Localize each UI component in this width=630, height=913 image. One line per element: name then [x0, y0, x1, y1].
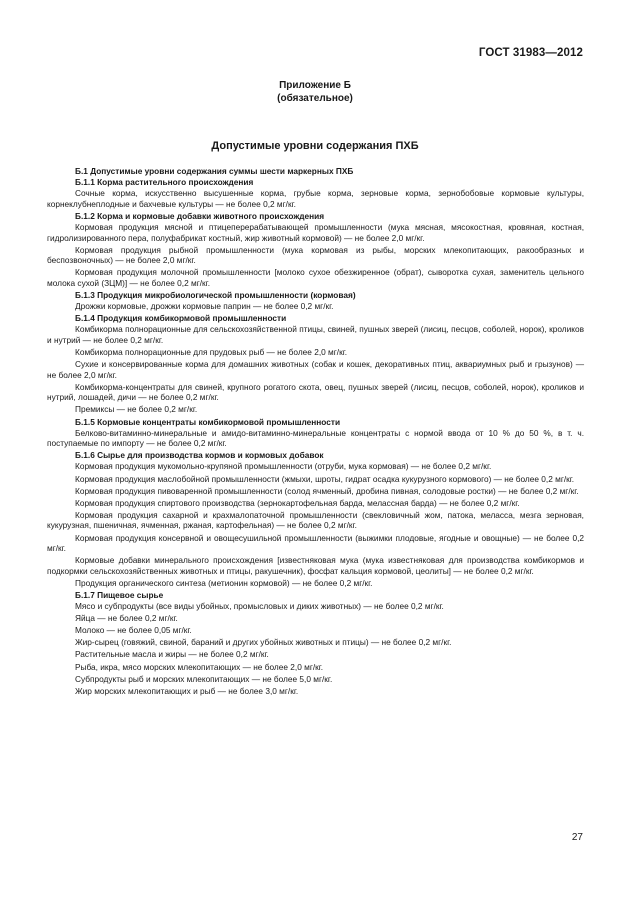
paragraph: Кормовая продукция пивоваренной промышленности (солод ячменный, дробина пивная, солодовые ростки) — не более 0,2 мг/кг.	[75, 485, 579, 496]
paragraph: Премиксы — не более 0,2 мг/кг.	[75, 404, 198, 415]
document-title: Допустимые уровни содержания ПХБ	[211, 140, 419, 152]
paragraph: Кормовая продукция маслобойной промышленности (жмыхи, шроты, гидрат осадка кукурузного кормового) — не более 0,2 мг/кг.	[75, 473, 575, 484]
paragraph: Рыба, икра, мясо морских млекопитающих — не более 2,0 мг/кг.	[75, 661, 324, 672]
annex-title: Приложение Б	[279, 80, 351, 91]
paragraph: Комбикорма-концентраты для свиней, крупного рогатого скота, овец, пушных зверей (лисиц, песцов, соболей, норок), кроликов и нутрий, лошадей, дичи — не более 0,2 мг/кг.	[47, 381, 584, 403]
paragraph: Мясо и субпродукты (все виды убойных, промысловых и диких животных) — не более 0,2 мг/кг.	[75, 601, 444, 612]
paragraph: Кормовая продукция рыбной промышленности (мука кормовая из рыбы, морских млекопитающих, ракообразных и беспозвоночных) — не более 2,0 мг/кг.	[47, 244, 584, 266]
section-heading: Б.1.4 Продукция комбикормовой промышленности	[75, 313, 287, 324]
paragraph: Белково-витаминно-минеральные и амидо-витаминно-минеральные концентраты с нормой ввода от 10 % до 50 %, в т. ч. поступаемые по импорту — не более 0,2 мг/кг.	[47, 427, 584, 449]
section-heading: Б.1.5 Кормовые концентраты комбикормовой промышленности	[75, 416, 341, 427]
paragraph: Кормовые добавки минерального происхождения [известняковая мука (мука известняковая для производства комбикормов и подкормки сельскохозяйственных животных и птицы, ракушечник), фосфат кальция кормовой, цеолиты] — не более 0,2 мг/кг.	[47, 555, 584, 576]
paragraph: Кормовая продукция мясной и птицеперерабатывающей промышленности (мука мясная, мясокостная, кровяная, костная, гидролизированного пера, полуфабрикат костный, жир животный кормовой) — не более 2,0 мг/кг.	[47, 221, 584, 243]
section-heading: Б.1.1 Корма растительного происхождения	[75, 177, 254, 188]
paragraph: Кормовая продукция спиртового производства (зернокартофельная барда, мелассная барда) — не более 0,2 мг/кг.	[75, 497, 520, 508]
paragraph: Жир морских млекопитающих и рыб — не более 3,0 мг/кг.	[75, 685, 299, 696]
section-heading: Б.1.3 Продукция микробиологической промышленности (кормовая)	[75, 290, 356, 301]
document-body	[47, 166, 584, 698]
section-heading: Б.1.2 Корма и кормовые добавки животного происхождения	[75, 210, 325, 221]
standard-number: ГОСТ 31983—2012	[478, 47, 583, 59]
section-heading: Б.1 Допустимые уровни содержания суммы шести маркерных ПХБ	[75, 166, 354, 176]
paragraph: Кормовая продукция мукомольно-крупяной промышленности (отруби, мука кормовая) — не более 0,2 мг/кг.	[75, 461, 492, 472]
annex-status: (обязательное)	[277, 93, 353, 104]
section-heading: Б.1.7 Пищевое сырье	[75, 589, 164, 600]
paragraph: Растительные масла и жиры — не более 0,2 мг/кг.	[75, 649, 269, 660]
paragraph: Субпродукты рыб и морских млекопитающих — не более 5,0 мг/кг.	[75, 673, 333, 684]
section-heading: Б.1.6 Сырье для производства кормов и кормовых добавок	[75, 450, 324, 461]
paragraph: Комбикорма полнорационные для сельскохозяйственной птицы, свиней, пушных зверей (лисиц, песцов, соболей, норок), кроликов и нутрий — не более 0,2 мг/кг.	[47, 324, 584, 345]
paragraph: Кормовая продукция сахарной и крахмалопаточной промышленности (свекловичный жом, патока, меласса, мезга зерновая, кукурузная, пшеничная, ячменная, ржаная, картофельная) — не более 0,2 мг/кг.	[47, 509, 584, 531]
paragraph: Кормовая продукция молочной промышленности [молоко сухое обезжиренное (обрат), сыворотка сухая, заменитель цельного молока сухой (ЗЦМ)] — не более 0,2 мг/кг.	[47, 267, 584, 288]
paragraph: Комбикорма полнорационные для прудовых рыб — не более 2,0 мг/кг.	[75, 347, 348, 357]
paragraph: Жир-сырец (говяжий, свиной, бараний и других убойных животных и птицы) — не более 0,2 мг/кг.	[75, 637, 452, 648]
paragraph: Продукция органического синтеза (метионин кормовой) — не более 0,2 мг/кг.	[75, 577, 373, 588]
paragraph: Сухие и консервированные корма для домашних животных (собак и кошек, декоративных птиц, аквариумных рыб и грызунов) — не более 2,0 мг/кг.	[47, 359, 584, 380]
paragraph: Дрожжи кормовые, дрожжи кормовые паприн — не более 0,2 мг/кг.	[75, 301, 334, 312]
page-number: 27	[571, 832, 583, 843]
paragraph: Сочные корма, искусственно высушенные корма, грубые корма, зерновые корма, зернобобовые кормовые культуры, корнеклубнеплодные и бахчевые культуры — не более 0,2 мг/кг.	[47, 188, 584, 209]
paragraph: Яйца — не более 0,2 мг/кг.	[75, 613, 178, 624]
paragraph: Молоко — не более 0,05 мг/кг.	[75, 625, 192, 636]
paragraph: Кормовая продукция консервной и овощесушильной промышленности (выжимки плодовые, ягодные и овощные) — не более 0,2 мг/кг.	[47, 532, 584, 554]
